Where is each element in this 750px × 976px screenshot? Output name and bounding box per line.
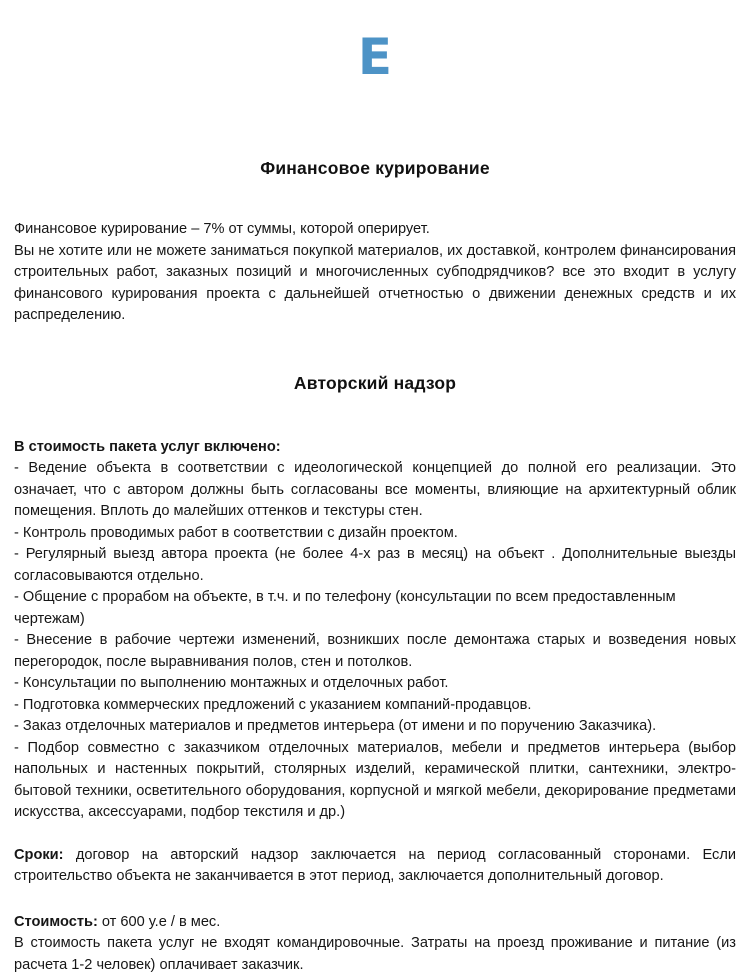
section-title-financial: Финансовое курирование <box>14 155 736 179</box>
list-item: - Заказ отделочных материалов и предметов интерьера (от имени и по поручению Заказчика). <box>14 716 736 738</box>
terms-paragraph <box>14 845 736 888</box>
list-item: - Контроль проводимых работ в соответствии с дизайн проектом. <box>14 523 736 545</box>
price-paragraph <box>14 912 736 934</box>
included-label: В стоимость пакета услуг включено: <box>14 437 736 459</box>
list-item: - Консультации по выполнению монтажных и отделочных работ. <box>14 673 736 695</box>
supervision-title-wrap <box>14 373 736 394</box>
list-item: - Ведение объекта в соответствии с идеологической концепцией до полной его реализации. Это означает, что с автором должны быть согласованы все моменты, влияющие на архитектурный облик помещения. Вплоть до малейших оттенков и текстуры стен. <box>14 458 736 523</box>
financial-intro-line1: Финансовое курирование – 7% от суммы, которой оперирует. <box>14 219 736 241</box>
logo-header <box>0 32 750 82</box>
list-item: - Внесение в рабочие чертежи изменений, возникших после демонтажа старых и возведения новых перегородок, после выравнивания полов, стен и потолков. <box>14 630 736 673</box>
terms-block <box>14 845 736 888</box>
list-item: - Общение с прорабом на объекте, в т.ч. и по телефону (консультации по всем предоставленным чертежам) <box>14 587 736 630</box>
terms-text: договор на авторский надзор заключается на период согласованный сторонами. Если строительство объекта не заканчивается в этот период, заключается дополнительный договор. <box>14 847 736 885</box>
logo-letter-e-icon: E <box>358 32 392 82</box>
list-item: - Регулярный выезд автора проекта (не более 4-х раз в месяц) на объект . Дополнительные выезды согласовываются отдельно. <box>14 544 736 587</box>
document-content <box>14 155 736 976</box>
list-item: - Подбор совместно с заказчиком отделочных материалов, мебели и предметов интерьера (выбор напольных и настенных покрытий, столярных изделий, керамической плитки, сантехники, электро-бытовой техники, осветительного оборудования, корпусной и мягкой мебели, декорирование предметами искусства, аксессуарами, подбор текстиля и др.) <box>14 738 736 824</box>
price-value: от 600 у.е / в мес. <box>98 914 220 930</box>
price-block <box>14 912 736 976</box>
list-item: - Подготовка коммерческих предложений с указанием компаний-продавцов. <box>14 695 736 717</box>
section-title-supervision: Авторский надзор <box>14 373 736 394</box>
price-note: В стоимость пакета услуг не входят командировочные. Затраты на проезд проживание и питание (из расчета 1-2 человек) оплачивает заказчик. <box>14 933 736 976</box>
financial-intro-body: Вы не хотите или не можете заниматься покупкой материалов, их доставкой, контролем финансирования строительных работ, заказных позиций и многочисленных субподрядчиков? все это входит в услугу финансового курирования проекта с дальнейшей отчетностью о движении денежных средств и их распределению. <box>14 241 736 327</box>
terms-label: Сроки: <box>14 847 64 863</box>
financial-intro-block <box>14 219 736 327</box>
included-block <box>14 437 736 824</box>
price-label: Стоимость: <box>14 914 98 930</box>
